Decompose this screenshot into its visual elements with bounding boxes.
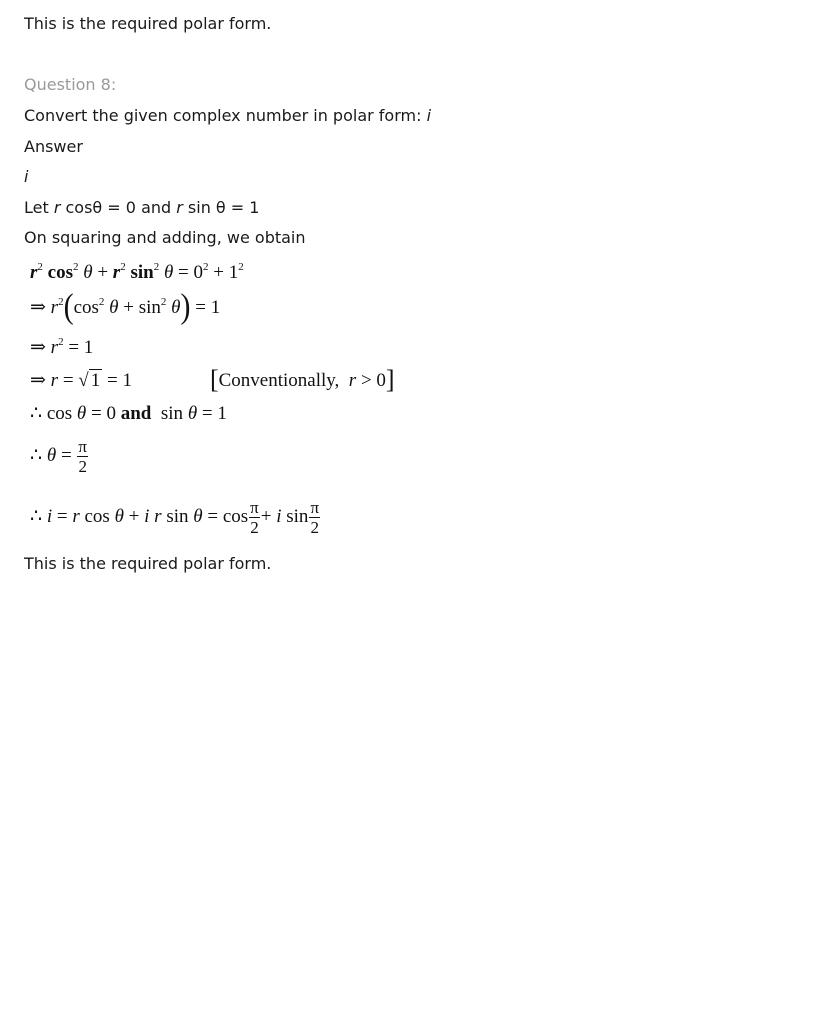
- let-text-1: Let: [24, 198, 54, 217]
- let-r-1: r: [53, 198, 61, 217]
- given-value: i: [24, 167, 29, 186]
- question-variable: i: [426, 106, 432, 125]
- math-step-1: $r^2$ $\cos^2 \theta + r^2$ $\sin^2 \theta = 0^2 + 1^2$: [30, 261, 244, 283]
- question-text-main: Convert the given complex number in polar form:: [24, 106, 427, 125]
- frac-denominator-b: 2: [310, 518, 319, 537]
- squaring-line: On squaring and adding, we obtain: [24, 228, 306, 247]
- fraction-pi-over-2-b: [309, 498, 320, 537]
- question-heading: Question 8:: [24, 75, 117, 94]
- math-step-3: ⇒ $r^2 = 1$: [30, 336, 94, 358]
- math-step-7: ∴ i = r cos θ + i r sin θ = cos $\frac{\pi}{2}$ + i sin $\frac{\pi}{2}$: [30, 498, 320, 537]
- frac-numerator: π: [78, 437, 87, 456]
- frac-denominator-a: 2: [250, 518, 259, 537]
- frac-numerator-a: π: [250, 498, 259, 517]
- math-step-6: ∴ θ = $\frac{\pi}{2}$: [30, 437, 87, 476]
- closing-line: This is the required polar form.: [24, 554, 272, 573]
- math-step-4: ⇒ r = √ 1 = 1 [Conventionally, r > 0]: [30, 365, 395, 394]
- let-r-2: r: [176, 198, 183, 217]
- question-text: [24, 106, 431, 126]
- let-text-2: cosθ = 0 and: [60, 198, 177, 217]
- frac-numerator-b: π: [310, 498, 320, 517]
- math-step-5: ∴ cos θ = 0 and sin θ = 1: [30, 403, 227, 424]
- let-text-3: sin θ = 1: [182, 198, 260, 217]
- conventionally-label: Conventionally,: [218, 370, 340, 391]
- frac-denominator: 2: [78, 457, 87, 476]
- math-step-2: ⇒ $r^2(\cos^2$ $\theta + \sin^2 \theta) = 1$: [30, 287, 221, 326]
- answer-label: Answer: [24, 137, 83, 156]
- let-line: [24, 198, 259, 218]
- fraction-pi-over-2: [77, 437, 88, 476]
- fraction-pi-over-2-a: [249, 498, 260, 537]
- intro-line: This is the required polar form.: [24, 14, 272, 33]
